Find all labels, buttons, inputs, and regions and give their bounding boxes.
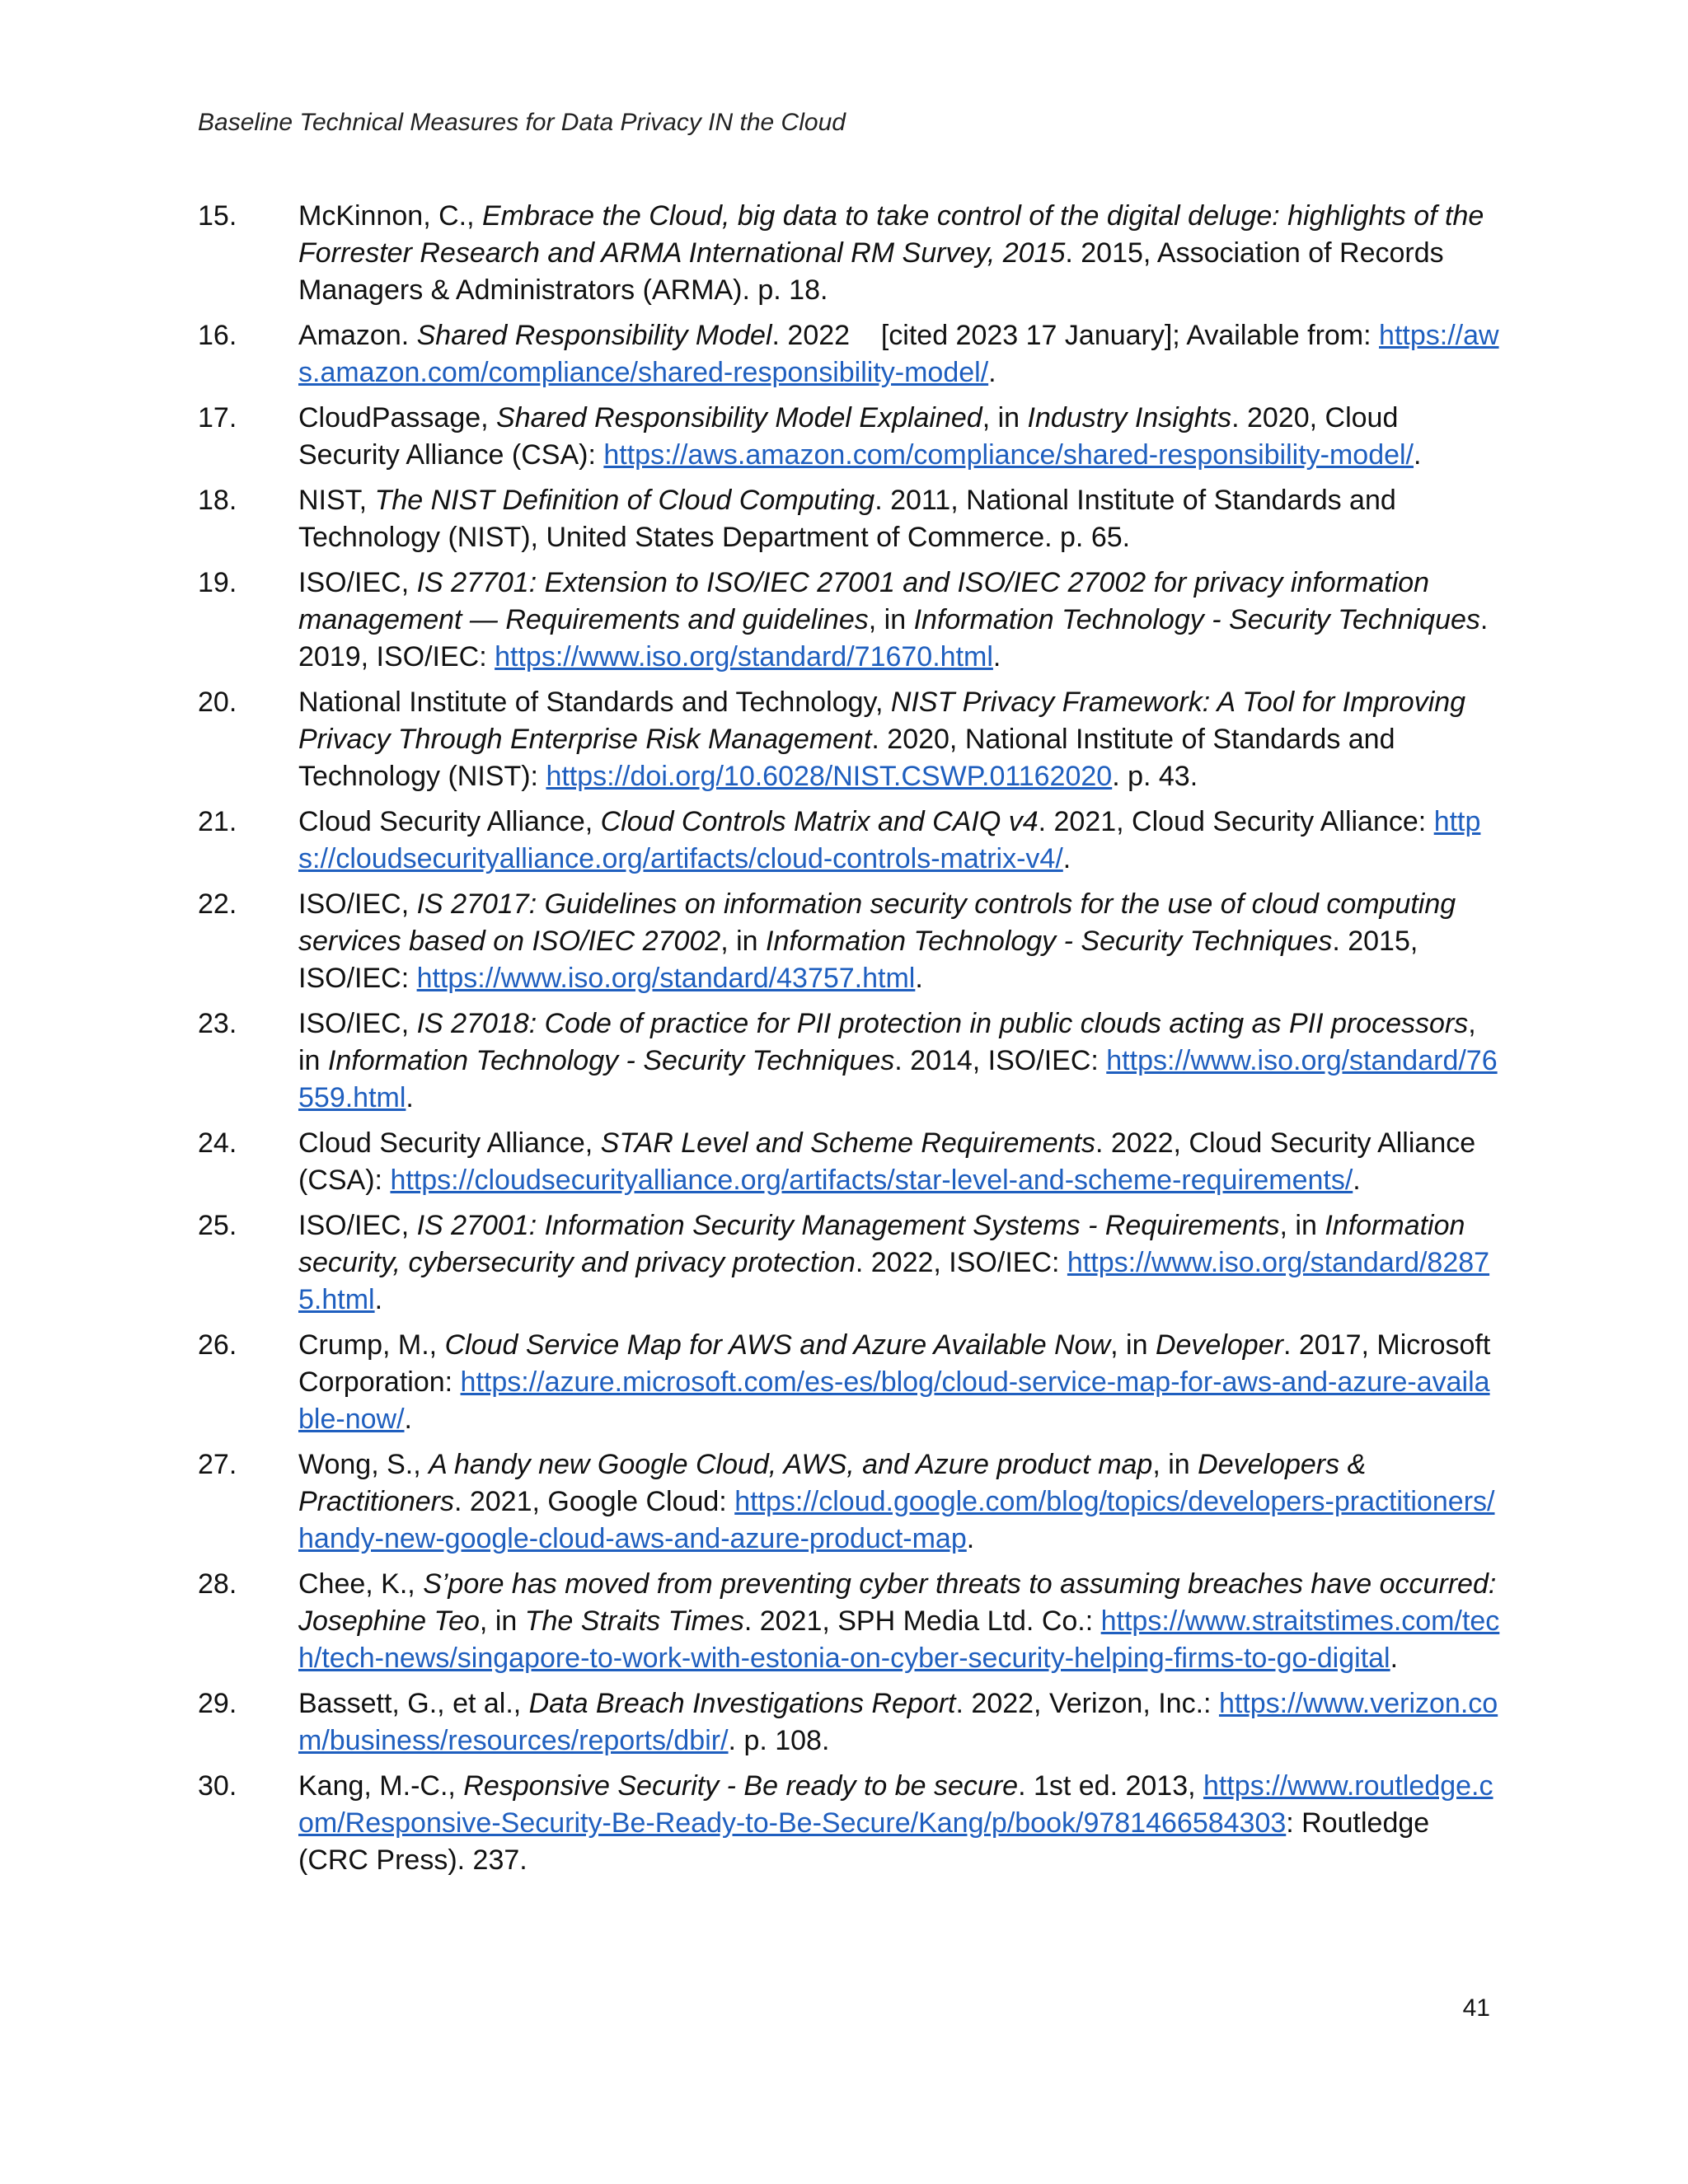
reference-segment: . 2015, Association of Records Managers & Administrators (ARMA). p. 18. — [298, 237, 1444, 306]
reference-segment: ISO/IEC, — [298, 888, 417, 920]
reference-segment: McKinnon, C., — [298, 200, 482, 232]
reference-title: IS 27018: Code of practice for PII protection in public clouds acting as PII processors — [416, 1008, 1469, 1039]
reference-link[interactable]: https://cloud.google.com/blog/topics/developers-practitioners/handy-new-google-cloud-aws-and-azure-product-map — [298, 1486, 1495, 1554]
reference-title: Information Technology - Security Techniques — [766, 926, 1333, 957]
reference-title: The NIST Definition of Cloud Computing — [374, 485, 875, 516]
reference-segment: : Routledge (CRC Press). 237. — [298, 1807, 1430, 1876]
reference-item — [198, 565, 1500, 676]
reference-segment: . 2022, Cloud Security Alliance (CSA): — [298, 1127, 1476, 1196]
reference-link[interactable]: https://cloudsecurityalliance.org/artifacts/star-level-and-scheme-requirements/ — [390, 1165, 1353, 1196]
reference-number: 28. — [198, 1568, 237, 1600]
reference-number: 19. — [198, 567, 237, 598]
reference-segment: , in — [1279, 1210, 1325, 1241]
reference-link[interactable]: https://www.iso.org/standard/71670.html — [495, 641, 993, 673]
reference-item — [198, 198, 1500, 309]
reference-segment: . 2022 [cited 2023 17 January]; Available from: — [771, 320, 1380, 351]
reference-segment: . — [988, 357, 996, 388]
reference-title: IS 27001: Information Security Management Systems - Requirements — [416, 1210, 1280, 1241]
reference-segment: . 2020, Cloud Security Alliance (CSA): — [298, 402, 1399, 471]
page-number: 41 — [1462, 1994, 1490, 2022]
reference-segment: , in — [479, 1605, 525, 1637]
reference-segment: . 2022, ISO/IEC: — [855, 1247, 1067, 1278]
reference-number: 23. — [198, 1008, 237, 1039]
reference-link[interactable]: https://aws.amazon.com/compliance/shared-responsibility-model/ — [603, 439, 1414, 471]
reference-number: 26. — [198, 1329, 237, 1361]
reference-segment: Crump, M., — [298, 1329, 445, 1361]
reference-title: Shared Responsibility Model Explained — [496, 402, 982, 434]
reference-segment: . 1st ed. 2013, — [1018, 1770, 1203, 1802]
running-header: Baseline Technical Measures for Data Privacy IN the Cloud — [198, 109, 846, 136]
reference-text — [298, 317, 1500, 391]
reference-item — [198, 1207, 1500, 1319]
reference-link[interactable]: https://cloudsecurityalliance.org/artifacts/cloud-controls-matrix-v4/ — [298, 806, 1481, 874]
reference-segment: . 2021, Cloud Security Alliance: — [1038, 806, 1434, 837]
reference-text — [298, 886, 1500, 997]
reference-segment: . p. 108. — [728, 1725, 830, 1756]
reference-item — [198, 1566, 1500, 1677]
reference-number: 25. — [198, 1210, 237, 1241]
reference-text — [298, 565, 1500, 676]
reference-segment: . — [406, 1082, 414, 1113]
reference-title: S’pore has moved from preventing cyber threats to assuming breaches have occurred: Josephine Teo — [298, 1568, 1497, 1637]
reference-segment: . 2019, ISO/IEC: — [298, 604, 1489, 673]
reference-text — [298, 1566, 1500, 1677]
reference-title: IS 27701: Extension to ISO/IEC 27001 and ISO/IEC 27002 for privacy information management — Requirements and guidelines — [298, 567, 1430, 635]
reference-segment: , in — [298, 1008, 1476, 1076]
reference-text — [298, 1446, 1500, 1558]
reference-segment: National Institute of Standards and Technology, — [298, 687, 891, 718]
reference-segment: . p. 43. — [1112, 761, 1198, 792]
reference-text — [298, 482, 1500, 556]
reference-title: Information security, cybersecurity and privacy protection — [298, 1210, 1465, 1278]
reference-link[interactable]: https://www.straitstimes.com/tech/tech-news/singapore-to-work-with-estonia-on-cyber-security-helping-firms-to-go-digital — [298, 1605, 1500, 1674]
reference-segment: . 2021, SPH Media Ltd. Co.: — [743, 1605, 1101, 1637]
reference-number: 27. — [198, 1449, 237, 1480]
reference-segment: ISO/IEC, — [298, 567, 417, 598]
reference-number: 30. — [198, 1770, 237, 1802]
reference-segment: . — [1353, 1165, 1361, 1196]
reference-title: Shared Responsibility Model — [416, 320, 772, 351]
reference-segment: Kang, M.-C., — [298, 1770, 464, 1802]
reference-item — [198, 1685, 1500, 1760]
reference-text — [298, 684, 1500, 795]
reference-number: 15. — [198, 200, 237, 232]
reference-number: 17. — [198, 402, 237, 434]
reference-item — [198, 1768, 1500, 1879]
reference-item — [198, 317, 1500, 391]
reference-segment: . — [915, 963, 923, 994]
reference-segment: Chee, K., — [298, 1568, 424, 1600]
reference-text — [298, 804, 1500, 878]
reference-segment: . — [1414, 439, 1422, 471]
reference-segment: . 2014, ISO/IEC: — [894, 1045, 1107, 1076]
reference-segment: . — [404, 1404, 412, 1435]
reference-segment: Wong, S., — [298, 1449, 429, 1480]
reference-text — [298, 1005, 1500, 1117]
reference-number: 21. — [198, 806, 237, 837]
reference-segment: , in — [1110, 1329, 1156, 1361]
reference-item — [198, 1327, 1500, 1438]
reference-title: Industry Insights — [1027, 402, 1232, 434]
reference-segment: ISO/IEC, — [298, 1210, 417, 1241]
reference-title: Cloud Controls Matrix and CAIQ v4 — [600, 806, 1039, 837]
reference-segment: , in — [1152, 1449, 1198, 1480]
reference-text — [298, 1685, 1500, 1760]
reference-number: 29. — [198, 1688, 237, 1719]
reference-segment: . — [966, 1523, 975, 1554]
reference-number: 16. — [198, 320, 237, 351]
reference-link[interactable]: https://www.iso.org/standard/82875.html — [298, 1247, 1490, 1315]
reference-segment: . 2017, Microsoft Corporation: — [298, 1329, 1491, 1398]
reference-title: IS 27017: Guidelines on information security controls for the use of cloud computing services based on ISO/IEC 27002 — [298, 888, 1456, 957]
reference-link[interactable]: https://www.iso.org/standard/76559.html — [298, 1045, 1498, 1113]
reference-item — [198, 886, 1500, 997]
reference-title: Developers & Practitioners — [298, 1449, 1367, 1517]
reference-item — [198, 482, 1500, 556]
reference-segment: . 2020, National Institute of Standards and Technology (NIST): — [298, 724, 1395, 792]
reference-text — [298, 1207, 1500, 1319]
reference-item — [198, 804, 1500, 878]
reference-segment: , in — [868, 604, 914, 635]
reference-segment: CloudPassage, — [298, 402, 497, 434]
reference-link[interactable]: https://aws.amazon.com/compliance/shared-responsibility-model/ — [298, 320, 1499, 388]
reference-segment: . 2011, National Institute of Standards and Technology (NIST), United States Department of Commerce. p. 65. — [298, 485, 1396, 553]
reference-segment: . 2015, ISO/IEC: — [298, 926, 1418, 994]
reference-title: STAR Level and Scheme Requirements — [600, 1127, 1095, 1159]
reference-item — [198, 1125, 1500, 1199]
reference-segment: . 2021, Google Cloud: — [453, 1486, 735, 1517]
reference-title: Information Technology - Security Techniques — [327, 1045, 895, 1076]
reference-text — [298, 400, 1500, 474]
reference-segment: . — [1062, 843, 1071, 874]
reference-text — [298, 198, 1500, 309]
reference-segment: . — [1390, 1643, 1399, 1674]
reference-link[interactable]: https://www.iso.org/standard/43757.html — [416, 963, 916, 994]
reference-segment: , in — [720, 926, 766, 957]
reference-title: NIST Privacy Framework: A Tool for Improving Privacy Through Enterprise Risk Management — [298, 687, 1466, 755]
reference-segment: . — [374, 1284, 383, 1315]
reference-title: A handy new Google Cloud, AWS, and Azure product map — [429, 1449, 1153, 1480]
reference-link[interactable]: https://www.verizon.com/business/resources/reports/dbir/ — [298, 1688, 1498, 1756]
reference-link[interactable]: https://doi.org/10.6028/NIST.CSWP.01162020 — [546, 761, 1113, 792]
reference-segment: Cloud Security Alliance, — [298, 1127, 601, 1159]
reference-number: 24. — [198, 1127, 237, 1159]
reference-number: 18. — [198, 485, 237, 516]
reference-item — [198, 1446, 1500, 1558]
reference-title: Responsive Security - Be ready to be secure — [463, 1770, 1019, 1802]
reference-link[interactable]: https://azure.microsoft.com/es-es/blog/cloud-service-map-for-aws-and-azure-available-now/ — [298, 1366, 1490, 1435]
reference-text — [298, 1125, 1500, 1199]
reference-segment: . 2022, Verizon, Inc.: — [955, 1688, 1219, 1719]
reference-number: 20. — [198, 687, 237, 718]
reference-title: Cloud Service Map for AWS and Azure Available Now — [444, 1329, 1111, 1361]
reference-segment: NIST, — [298, 485, 375, 516]
reference-segment: Amazon. — [298, 320, 417, 351]
reference-segment: , in — [982, 402, 1028, 434]
reference-number: 22. — [198, 888, 237, 920]
reference-segment: Cloud Security Alliance, — [298, 806, 601, 837]
reference-list — [198, 198, 1500, 1887]
reference-segment: Bassett, G., et al., — [298, 1688, 529, 1719]
reference-text — [298, 1768, 1500, 1879]
reference-title: Data Breach Investigations Report — [528, 1688, 956, 1719]
reference-title: Embrace the Cloud, big data to take control of the digital deluge: highlights of the Forrester Research and ARMA International RM Survey, 2015 — [298, 200, 1484, 269]
reference-text — [298, 1327, 1500, 1438]
reference-segment: . — [992, 641, 1001, 673]
reference-link[interactable]: https://www.routledge.com/Responsive-Security-Be-Ready-to-Be-Secure/Kang/p/book/9781466584303 — [298, 1770, 1493, 1839]
reference-title: The Straits Times — [524, 1605, 744, 1637]
reference-item — [198, 1005, 1500, 1117]
reference-item — [198, 684, 1500, 795]
reference-title: Developer — [1155, 1329, 1283, 1361]
reference-title: Information Technology - Security Techniques — [913, 604, 1480, 635]
reference-item — [198, 400, 1500, 474]
reference-segment: ISO/IEC, — [298, 1008, 417, 1039]
